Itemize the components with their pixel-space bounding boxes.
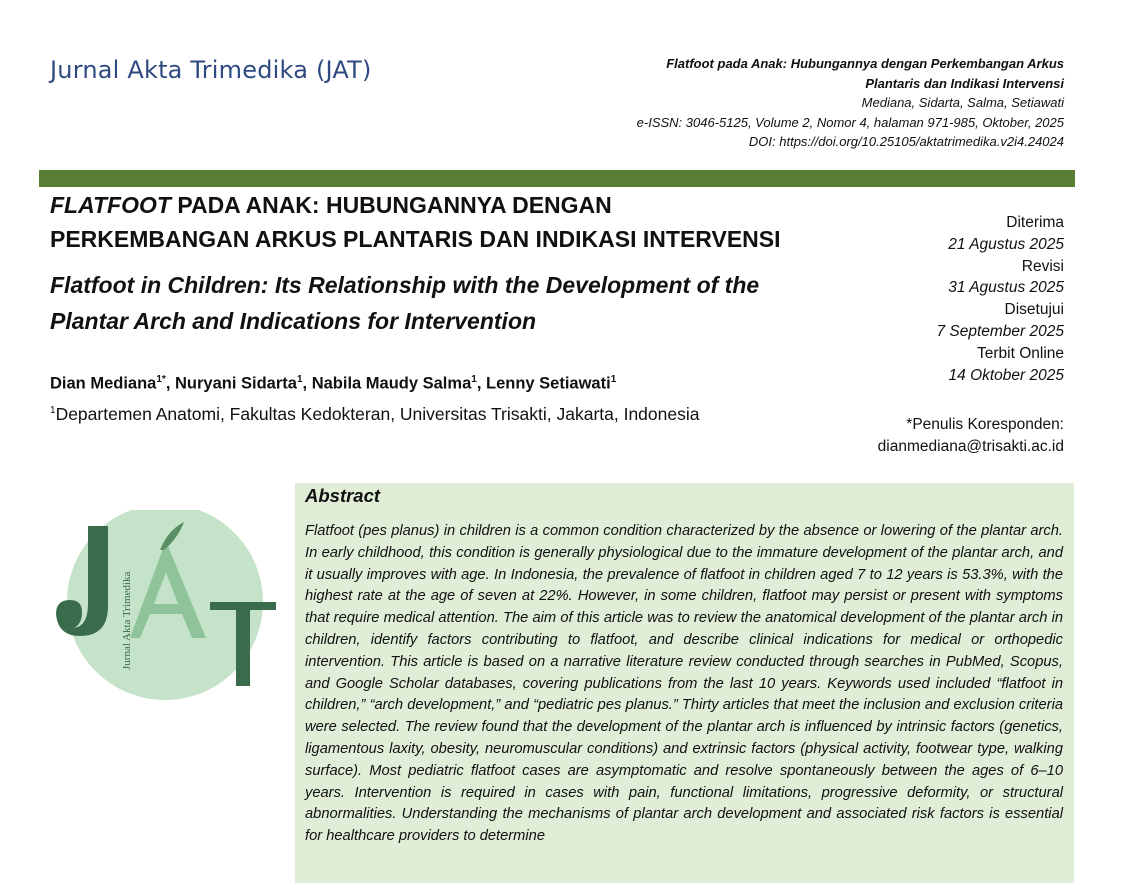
title-id-line1 bbox=[50, 188, 810, 222]
abstract-box bbox=[295, 483, 1074, 883]
author-name: Nuryani Sidarta bbox=[174, 374, 297, 393]
title-english bbox=[50, 267, 830, 339]
title-indonesian bbox=[50, 188, 810, 256]
title-en-line1: Flatfoot in Children: Its Relationship with the Development of the bbox=[50, 272, 760, 298]
journal-name: Jurnal Akta Trimedika (JAT) bbox=[50, 56, 372, 84]
title-id-italic-word: FLATFOOT bbox=[50, 192, 171, 218]
affiliation-text: Departemen Anatomi, Fakultas Kedokteran, Universitas Trisakti, Jakarta, Indonesia bbox=[55, 404, 700, 424]
corresponding-label: *Penulis Koresponden: bbox=[906, 416, 1064, 433]
author-separator: , bbox=[165, 374, 175, 393]
author-separator: , bbox=[302, 374, 312, 393]
title-id-line2: PERKEMBANGAN ARKUS PLANTARIS DAN INDIKASI INTERVENSI bbox=[50, 226, 781, 252]
corresponding-email: dianmediana@trisakti.ac.id bbox=[877, 438, 1064, 455]
article-dates bbox=[804, 212, 1064, 386]
author-affil-sup: 1* bbox=[156, 374, 166, 385]
received-date: 21 Agustus 2025 bbox=[948, 235, 1064, 253]
header-divider-bar bbox=[39, 170, 1075, 187]
issn-line: e-ISSN: 3046-5125, Volume 2, Nomor 4, halaman 971-985, Oktober, 2025 bbox=[636, 114, 1064, 130]
affiliation-sup: 1 bbox=[50, 405, 56, 417]
author-affil-sup: 1 bbox=[610, 374, 617, 385]
author-name: Lenny Setiawati bbox=[485, 374, 611, 393]
author-name: Dian Mediana bbox=[50, 374, 157, 393]
revised-label: Revisi bbox=[1021, 257, 1064, 275]
journal-logo bbox=[50, 510, 280, 700]
author-separator: , bbox=[476, 374, 486, 393]
logo-vertical-text: Jurnal Akta Trimedika bbox=[121, 571, 133, 670]
accepted-label: Disetujui bbox=[1004, 301, 1064, 319]
author-affil-sup: 1 bbox=[296, 374, 303, 385]
online-date: 14 Oktober 2025 bbox=[948, 366, 1064, 384]
accepted-date: 7 September 2025 bbox=[936, 322, 1064, 340]
running-authors: Mediana, Sidarta, Salma, Setiawati bbox=[861, 95, 1064, 110]
doi-line: DOI: https://doi.org/10.25105/aktatrimedika.v2i4.24024 bbox=[748, 134, 1064, 149]
revised-date: 31 Agustus 2025 bbox=[948, 279, 1064, 297]
author-name: Nabila Maudy Salma bbox=[311, 374, 472, 393]
title-en-line2: Plantar Arch and Indications for Intervention bbox=[50, 308, 537, 334]
title-id-line1-rest: PADA ANAK: HUBUNGANNYA DENGAN bbox=[170, 192, 612, 218]
running-header bbox=[504, 54, 1064, 152]
corresponding-author bbox=[744, 414, 1064, 458]
jat-logo-graphic bbox=[50, 510, 280, 700]
running-title-line2: Plantaris dan Indikasi Intervensi bbox=[865, 75, 1064, 91]
affiliation bbox=[50, 404, 850, 425]
author-list bbox=[50, 374, 850, 394]
abstract-text: Flatfoot (pes planus) in children is a common condition characterized by the absence or lowering of the plantar arch. In early childhood, this condition is generally physiological due to the immature development of the plantar arch, and it usually improves with age. In Indonesia, the prevalence of flatfoot in children aged 7 to 12 years is 53.3%, with the highest rate at the age of seven at 22%. However, in some children, flatfoot may persist or present with symptoms that require medical attention. The aim of this article was to review the anatomical development of the plantar arch in children, identify factors contributing to flatfoot, and describe clinical indications for medical or orthopedic intervention. This article is based on a narrative literature review conducted through searches in PubMed, Scopus, and Google Scholar databases, covering publications from the last 10 years. Keywords used included “flatfoot in children,” “arch development,” and “pediatric pes planus.” Thirty articles that meet the inclusion and exclusion criteria were selected. The review found that the development of the plantar arch is influenced by intrinsic factors (genetics, ligamentous laxity, obesity, neuromuscular conditions) and extrinsic factors (physical activity, footwear type, walking surface). Most pediatric flatfoot cases are asymptomatic and resolve spontaneously between the ages of 6–10 years. Intervention is required in cases with pain, functional limitations, progressive deformity, or structural abnormalities. Understanding the mechanisms of plantar arch development and associated risk factors is essential for healthcare providers to determine bbox=[305, 523, 1063, 845]
running-title-line1: Flatfoot pada Anak: Hubungannya dengan Perkembangan Arkus bbox=[666, 56, 1064, 71]
author-affil-sup: 1 bbox=[471, 374, 477, 385]
abstract-heading: Abstract bbox=[305, 485, 381, 506]
received-label: Diterima bbox=[1006, 214, 1064, 231]
online-label: Terbit Online bbox=[976, 344, 1064, 362]
